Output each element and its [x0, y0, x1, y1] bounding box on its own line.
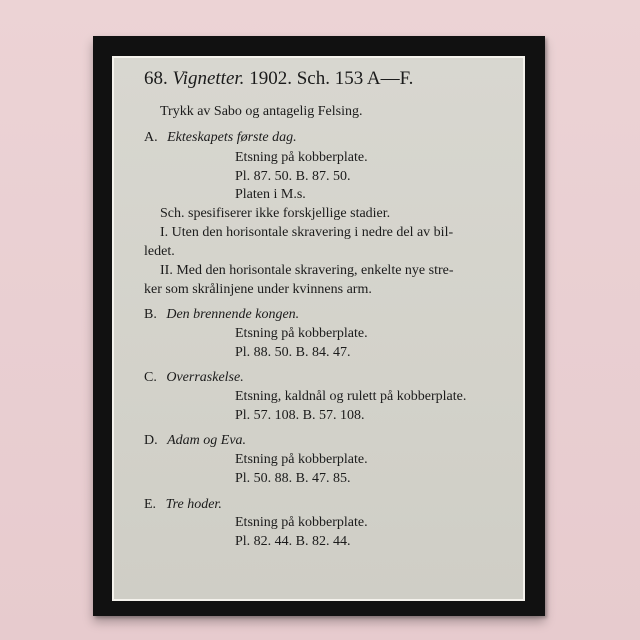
state-2-line-2: ker som skrålinjene under kvinnens arm. — [144, 282, 372, 297]
state-1-line-1: I. Uten den horisontale skravering i nedre del av bil- — [160, 225, 454, 240]
item-d-title: Adam og Eva. — [167, 433, 247, 448]
item-c-technique: Etsning, kaldnål og rulett på kobberplate. — [235, 389, 467, 404]
item-a-note: Platen i M.s. — [235, 187, 306, 202]
item-b-heading — [144, 307, 299, 323]
item-e-heading — [144, 497, 222, 513]
state-1-line-2: ledet. — [144, 244, 175, 259]
state-2-line-1: II. Med den horisontale skravering, enkelte nye stre- — [160, 263, 454, 278]
item-c-label: C. — [144, 370, 157, 385]
item-a-title: Ekteskapets første dag. — [167, 130, 297, 145]
item-b-dimensions: Pl. 88. 50. B. 84. 47. — [235, 345, 351, 360]
item-a-heading — [144, 130, 297, 146]
states-note: Sch. spesifiserer ikke forskjellige stadier. — [160, 206, 391, 221]
item-a-label: A. — [144, 130, 158, 145]
item-d-dimensions: Pl. 50. 88. B. 47. 85. — [235, 471, 351, 486]
item-d-heading — [144, 433, 246, 449]
printing-note: Trykk av Sabo og antagelig Felsing. — [160, 104, 363, 119]
item-b-title: Den brennende kongen. — [166, 307, 300, 322]
item-b-label: B. — [144, 307, 157, 322]
item-a-technique: Etsning på kobberplate. — [235, 150, 368, 165]
item-d-label: D. — [144, 433, 158, 448]
item-c-heading — [144, 370, 244, 386]
entry-title: Vignetter. — [172, 68, 245, 89]
item-b-technique: Etsning på kobberplate. — [235, 326, 368, 341]
entry-number: 68. — [144, 68, 168, 89]
item-e-technique: Etsning på kobberplate. — [235, 515, 368, 530]
item-c-dimensions: Pl. 57. 108. B. 57. 108. — [235, 408, 365, 423]
item-c-title: Overraskelse. — [166, 370, 244, 385]
entry-heading — [144, 68, 413, 90]
entry-heading-rest: 1902. Sch. 153 A—F. — [249, 68, 414, 89]
item-d-technique: Etsning på kobberplate. — [235, 452, 368, 467]
item-a-dimensions: Pl. 87. 50. B. 87. 50. — [235, 169, 351, 184]
item-e-title: Tre hoder. — [165, 497, 222, 512]
catalog-page — [114, 58, 523, 599]
item-e-dimensions: Pl. 82. 44. B. 82. 44. — [235, 534, 351, 549]
item-e-label: E. — [144, 497, 157, 512]
